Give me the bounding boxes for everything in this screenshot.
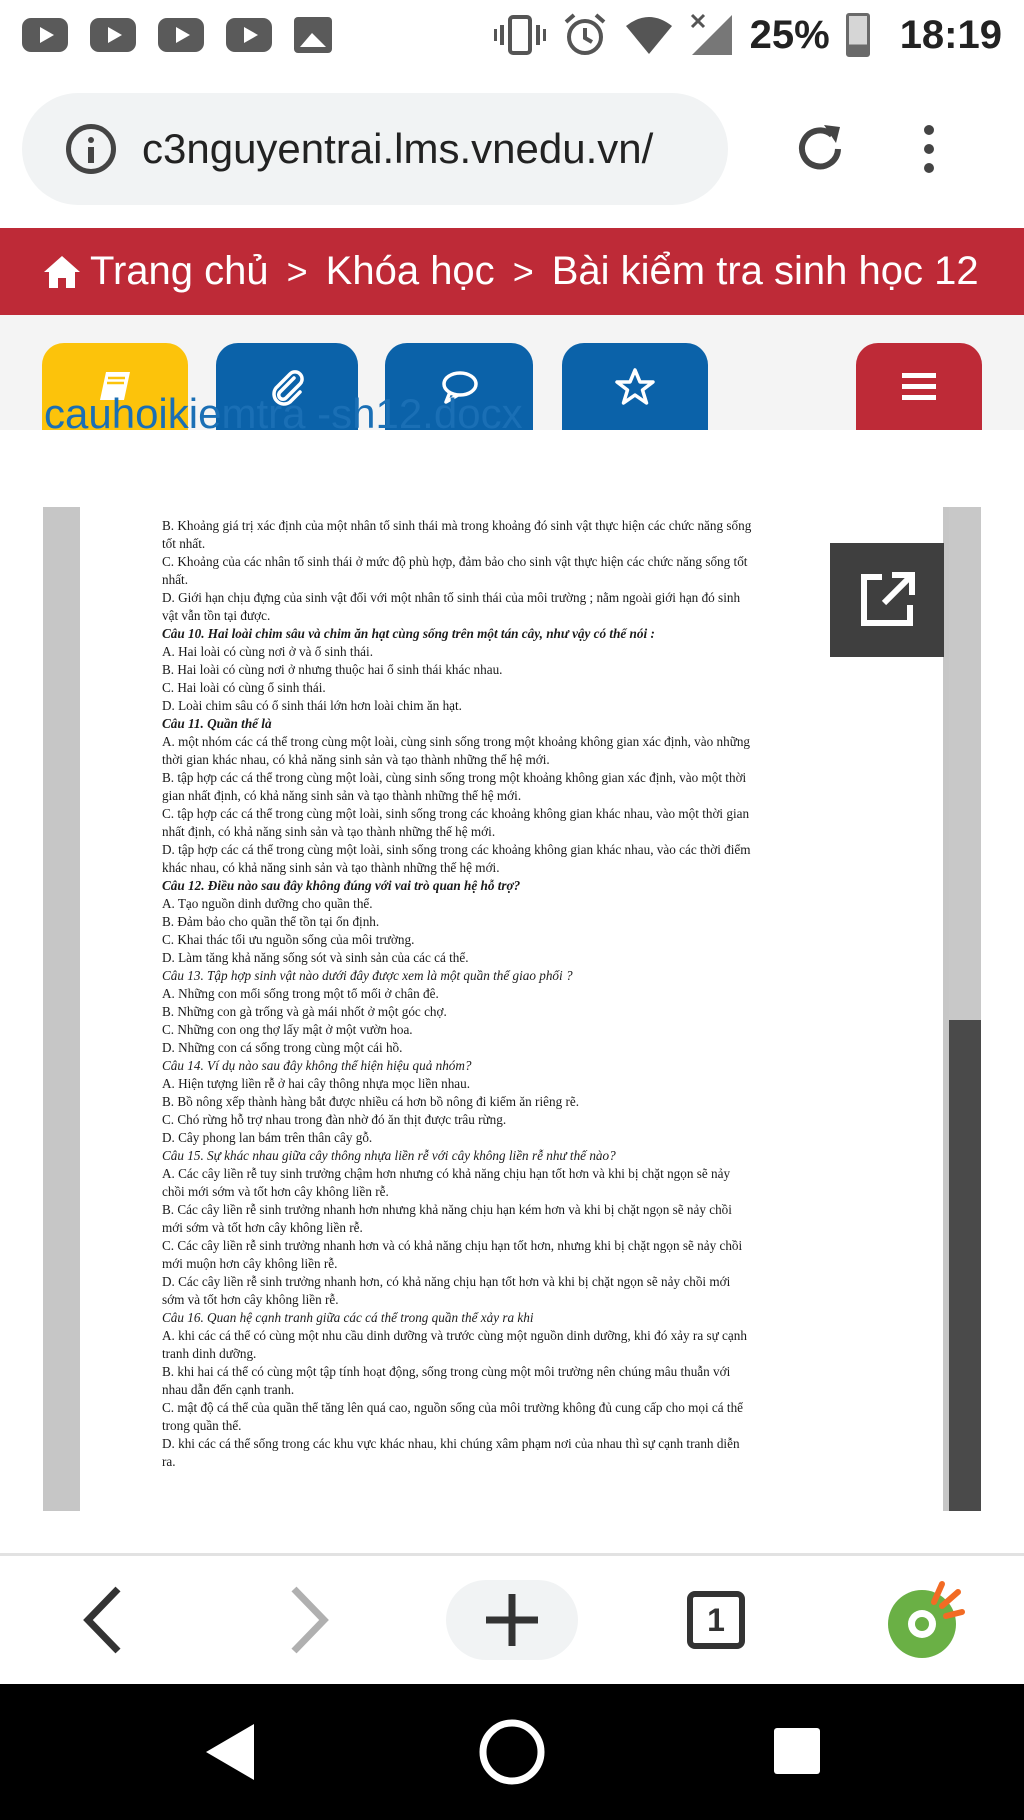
- document-line: B. Bồ nông xếp thành hàng bắt được nhiều cá hơn bồ nông đi kiếm ăn riêng rẽ.: [162, 1094, 579, 1109]
- signal-icon: [690, 13, 734, 57]
- document-line: D. tập hợp các cá thể trong cùng một loài, sinh sống trong các khoảng không gian khác nhau, vào các thời điểm: [162, 842, 751, 857]
- browser-toolbar: [0, 70, 1024, 228]
- document-line: nhất.: [162, 572, 189, 587]
- document-line: C. Các cây liền rễ sinh trưởng nhanh hơn và có khả năng chịu hạn tốt hơn, nhưng khi bị chặt ngọn sẽ nảy chồi: [162, 1238, 743, 1253]
- document-line: mới sớm và tốt hơn cây không liền rễ.: [162, 1220, 363, 1235]
- coc-coc-logo[interactable]: [884, 1580, 964, 1660]
- url-text[interactable]: c3nguyentrai.lms.vnedu.vn/: [142, 125, 654, 172]
- document-line: D. Những con cá sống trong cùng một cái hồ.: [162, 1040, 403, 1055]
- system-icons: [494, 12, 1002, 58]
- document-line: C. Hai loài có cùng ổ sinh thái.: [162, 680, 326, 695]
- battery-icon: [846, 13, 870, 57]
- document-line: B. Những con gà trống và gà mái nhốt ở một góc chợ.: [162, 1004, 447, 1019]
- forward-button[interactable]: [280, 1580, 340, 1660]
- document-line: trong quần thể.: [162, 1418, 242, 1433]
- document-line: chồi mới sớm và tốt hơn cây không liền rễ.: [162, 1184, 389, 1199]
- attachment-link[interactable]: [44, 390, 564, 448]
- breadcrumb-separator: >: [512, 250, 534, 292]
- nav-back-icon[interactable]: [204, 1722, 256, 1782]
- document-line: Câu 15. Sự khác nhau giữa cây thông nhựa liền rễ với cây không liền rễ như thế nào?: [162, 1148, 616, 1163]
- star-icon: [614, 366, 656, 408]
- notification-icons: [22, 17, 332, 53]
- document-line: D. khi các cá thể sống trong các khu vực khác nhau, khi chúng xâm phạm nơi của nhau thì sự cạnh tranh diễn: [162, 1436, 740, 1451]
- document-line: A. Các cây liền rễ tuy sinh trưởng chậm hơn nhưng có khả năng chịu hạn tốt hơn và khi bị chặt ngọn sẽ nảy: [162, 1166, 731, 1181]
- back-icon: [80, 1585, 124, 1655]
- alarm-icon: [562, 12, 608, 58]
- document-line: B. Đảm bảo cho quần thể tồn tại ổn định.: [162, 914, 380, 929]
- document-line: C. mật độ cá thể của quần thể tăng lên quá cao, nguồn sống của môi trường không đủ cung cấp cho mọi cá thể: [162, 1400, 744, 1415]
- breadcrumb-current[interactable]: Bài kiểm tra sinh học 12: [551, 249, 979, 293]
- coc-coc-logo-icon: [884, 1580, 964, 1660]
- document-line: C. Chó rừng hỗ trợ nhau trong đàn nhờ đó ăn thịt được trâu rừng.: [162, 1112, 507, 1127]
- document-line: D. Loài chim sâu có ổ sinh thái lớn hơn loài chim ăn hạt.: [162, 698, 462, 713]
- document-line: B. Hai loài có cùng nơi ở nhưng thuộc hai ổ sinh thái khác nhau.: [162, 662, 503, 677]
- document-line: D. Các cây liền rễ sinh trưởng nhanh hơn, có khả năng chịu hạn tốt hơn và khi bị chặt ngọn sẽ nảy chồi mới: [162, 1274, 731, 1289]
- document-line: B. Các cây liền rễ sinh trưởng nhanh hơn nhưng khả năng chịu hạn kém hơn và khi bị chặt ngọn sẽ nảy chồi: [162, 1202, 732, 1217]
- document-line: Câu 10. Hai loài chim sâu và chim ăn hạt cùng sống trên một tán cây, như vậy có thể nói :: [162, 626, 655, 641]
- document-line: Câu 13. Tập hợp sinh vật nào dưới đây được xem là một quần thể giao phối ?: [162, 968, 573, 983]
- document-scrollbar[interactable]: [949, 507, 981, 1511]
- address-bar[interactable]: [22, 93, 728, 205]
- new-tab-button[interactable]: [446, 1580, 578, 1660]
- document-line: A. Hai loài có cùng nơi ở và ổ sinh thái.: [162, 644, 373, 659]
- open-external-icon: [856, 569, 918, 631]
- youtube-icon: [90, 18, 136, 52]
- document-line: A. khi các cá thể có cùng một nhu cầu dinh dưỡng và trước cùng một nguồn dinh dưỡng, khi đó xảy ra sự cạnh: [162, 1328, 747, 1343]
- document-line: vật vẫn tồn tại được.: [162, 608, 271, 623]
- document-line: C. tập hợp các cá thể trong cùng một loài, sinh sống trong các khoảng không gian khác nhau, vào một thời gian: [162, 806, 750, 821]
- document-line: C. Những con ong thợ lấy mật ở một vườn hoa.: [162, 1022, 413, 1037]
- forward-icon: [288, 1585, 332, 1655]
- document-line: B. tập hợp các cá thể trong cùng một loài, cùng sinh sống trong một khoảng không gian xác định, vào một thời: [162, 770, 747, 785]
- document-line: khác nhau, có khả năng sinh sản và tạo thành những thế hệ mới.: [162, 860, 500, 875]
- document-line: Câu 16. Quan hệ cạnh tranh giữa các cá thể trong quần thể xảy ra khi: [162, 1310, 534, 1325]
- browser-bottom-toolbar: [0, 1556, 1024, 1684]
- scrollbar-thumb[interactable]: [949, 1020, 981, 1511]
- status-bar: [0, 0, 1024, 70]
- breadcrumb-separator: >: [286, 250, 308, 292]
- document-line: D. Làm tăng khả năng sống sót và sinh sản của các cá thể.: [162, 950, 469, 965]
- battery-percentage: 25%: [749, 12, 830, 57]
- reload-icon[interactable]: [790, 119, 850, 179]
- document-line: tốt nhất.: [162, 536, 206, 551]
- youtube-icon: [158, 18, 204, 52]
- youtube-icon: [226, 18, 272, 52]
- back-button[interactable]: [72, 1580, 132, 1660]
- document-line: A. một nhóm các cá thể trong cùng một loài, cùng sinh sống trong một khoảng không gian xác định, vào những: [162, 734, 751, 749]
- vibrate-icon: [494, 13, 546, 57]
- document-line: ra.: [162, 1454, 176, 1469]
- document-viewer[interactable]: [43, 507, 981, 1511]
- document-line: Câu 14. Ví dụ nào sau đây không thể hiện hiệu quả nhóm?: [162, 1058, 472, 1073]
- document-line: A. Những con mối sống trong một tổ mối ở chân đê.: [162, 986, 439, 1001]
- document-line: gian nhất định, có khả năng sinh sản và tạo thành những thế hệ mới.: [162, 788, 522, 803]
- wifi-icon: [624, 14, 674, 56]
- tab-favorites[interactable]: [562, 343, 708, 430]
- document-line: nhau dẫn đến cạnh tranh.: [162, 1382, 295, 1397]
- document-line: B. Khoảng giá trị xác định của một nhân tố sinh thái mà trong khoảng đó sinh vật thực hiện các chức năng sống: [162, 518, 752, 533]
- document-page: [80, 507, 943, 1511]
- home-icon[interactable]: [42, 254, 82, 290]
- document-line: thời gian khác nhau, có khả năng sinh sản và tạo thành những thế hệ mới.: [162, 752, 550, 767]
- document-line: D. Cây phong lan bám trên thân cây gỗ.: [162, 1130, 373, 1145]
- tab-switcher-button[interactable]: [684, 1580, 748, 1660]
- document-line: Câu 11. Quần thể là: [162, 716, 272, 731]
- breadcrumb: [0, 228, 1024, 315]
- document-line: B. khi hai cá thể có cùng một tập tính hoạt động, sống trong cùng một môi trường nên chúng mâu thuẫn với: [162, 1364, 731, 1379]
- nav-home-icon[interactable]: [478, 1718, 546, 1786]
- document-line: C. Khai thác tối ưu nguồn sống của môi trường.: [162, 932, 415, 947]
- clock: 18:19: [899, 12, 1002, 57]
- more-options-icon[interactable]: [924, 125, 934, 173]
- nav-recents-icon[interactable]: [772, 1726, 822, 1776]
- breadcrumb-home[interactable]: Trang chủ: [90, 249, 269, 293]
- document-line: A. Tạo nguồn dinh dưỡng cho quần thể.: [162, 896, 373, 911]
- document-line: C. Khoảng của các nhân tố sinh thái ở mức độ phù hợp, đảm bảo cho sinh vật thực hiện các chức năng sống tốt: [162, 554, 748, 569]
- document-line: D. Giới hạn chịu đựng của sinh vật đối với một nhân tố sinh thái của môi trường ; nằm ngoài giới hạn đó sinh: [162, 590, 741, 605]
- document-line: tranh dinh dưỡng.: [162, 1346, 257, 1361]
- tab-menu[interactable]: [856, 343, 982, 430]
- attachment-file-name[interactable]: cauhoikiemtra -sh12.docx: [44, 390, 523, 437]
- hamburger-menu-icon: [898, 366, 940, 408]
- android-nav-bar: [0, 1684, 1024, 1820]
- add-icon: [482, 1590, 542, 1650]
- document-line: nhất định, có khả năng sinh sản và tạo thành những thế hệ mới.: [162, 824, 496, 839]
- document-line: sớm và tốt hơn cây không liền rễ.: [162, 1292, 339, 1307]
- image-icon: [294, 17, 332, 53]
- youtube-icon: [22, 18, 68, 52]
- document-line: A. Hiện tượng liền rễ ở hai cây thông nhựa mọc liền nhau.: [162, 1076, 471, 1091]
- document-line: Câu 12. Điều nào sau đây không đúng với vai trò quan hệ hỗ trợ?: [162, 878, 521, 893]
- info-icon[interactable]: [66, 124, 116, 174]
- breadcrumb-courses[interactable]: Khóa học: [325, 249, 495, 293]
- document-line: mới muộn hơn cây không liền rễ.: [162, 1256, 338, 1271]
- popout-button[interactable]: [830, 543, 944, 657]
- tab-count: 1: [687, 1591, 745, 1649]
